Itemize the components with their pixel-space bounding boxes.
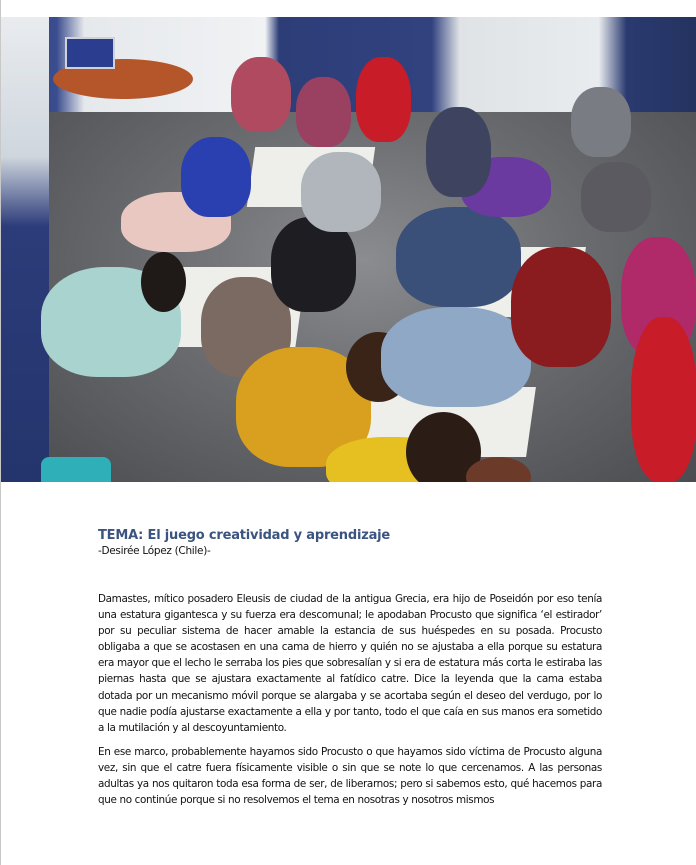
photo-person: [181, 137, 251, 217]
photo-person: [426, 107, 491, 197]
article-author: -Desirée López (Chile)-: [98, 545, 211, 557]
photo-person: [381, 307, 531, 407]
article-paragraph-2: En ese marco, probablemente hayamos sido Procusto o que hayamos sido víctima de Procusto alguna vez, sin que el catre fuera físicamente visible o sin que se note lo que cercenamos. A las personas adultas ya nos quitaron toda esa forma de ser, de liberarnos; pero si sabemos esto, qué hacemos para que no continúe porque si no resolvemos el tema en nosotras y nosotros mismos: [98, 746, 602, 807]
workshop-photo: [1, 17, 696, 482]
photo-person: [356, 57, 411, 142]
article-header: [98, 527, 602, 558]
photo-person: [301, 152, 381, 232]
article-paragraph-1: Damastes, mítico posadero Eleusis de ciudad de la antigua Grecia, era hijo de Poseidón por eso tenía una estatura gigantesca y su fuerza era descomunal; le apodaban Procusto que significa ‘el estirador’ por su peculiar sistema de hacer amable la estancia de sus huéspedes en su posada. Procusto obligaba a que se acostasen en una cama de hierro y quién no se ajustaba a ella porque su estatura era mayor que el lecho le serraba los pies que sobresalían y si era de estatura más corta le estiraba las piernas hasta que se ajustara exactamente al fatídico catre. Dice la leyenda que la cama estaba dotada por un mecanismo móvil porque se alargaba y se acortaba según el deseo del verdugo, por lo que nadie podía ajustarse exactamente a ella y por tanto, todo el que caía en sus manos era sometido a la mutilación y al descoyuntamiento.: [98, 593, 602, 734]
photo-person-head: [141, 252, 186, 312]
photo-laptop: [65, 37, 115, 69]
photo-left-wall: [1, 17, 49, 482]
photo-person: [231, 57, 291, 132]
photo-teal-bag: [41, 457, 111, 482]
article-title: TEMA: El juego creatividad y aprendizaje: [98, 528, 391, 543]
photo-person: [396, 207, 521, 307]
photo-person: [571, 87, 631, 157]
photo-person: [631, 317, 696, 482]
photo-person: [296, 77, 351, 147]
photo-person: [511, 247, 611, 367]
photo-person: [581, 162, 651, 232]
